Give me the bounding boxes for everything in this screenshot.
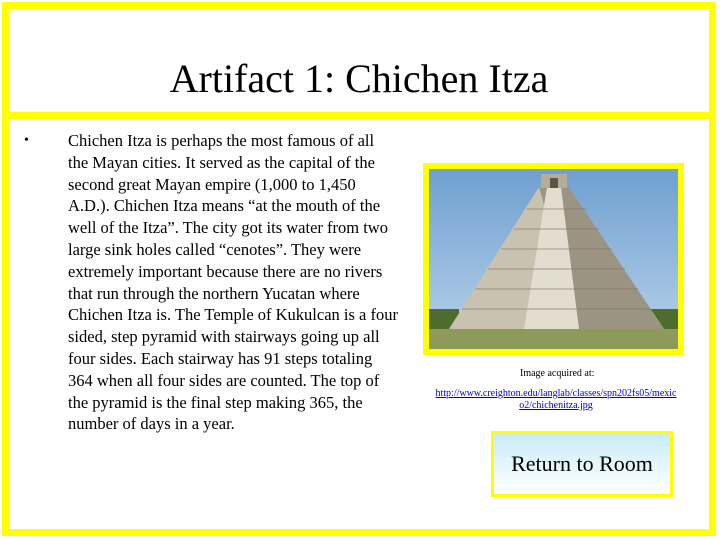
pyramid-image [429,169,678,349]
image-source-link[interactable]: http://www.creighton.edu/langlab/classes/spn202fs05/mexic o2/chichenitza.jpg [435,388,677,411]
return-to-room-button[interactable]: Return to Room [491,431,673,497]
bullet-marker: • [24,133,29,148]
caption-label: Image acquired at: [520,368,595,379]
slide-title: Artifact 1: Chichen Itza [169,56,549,101]
title-box [9,9,709,119]
description-paragraph: Chichen Itza is perhaps the most famous of all the Mayan cities. It served as the capital of the second great Mayan empire (1,000 to 1,450 A.D.). Chichen Itza means “at the mouth of the well of the Itza”. The city got its water from two large sink holes called “cenotes”. They were extremely important because there are no rivers that run through the northern Yucatan where Chichen Itza is. The Temple of Kukulcan is a four sided, step pyramid with stairways going up all four sides. Each stairway has 91 steps totaling 364 when all four sides are counted. The top of the pyramid is the final step making 365, the number of days in a year. [68,131,398,434]
pyramid-photo [423,163,684,355]
